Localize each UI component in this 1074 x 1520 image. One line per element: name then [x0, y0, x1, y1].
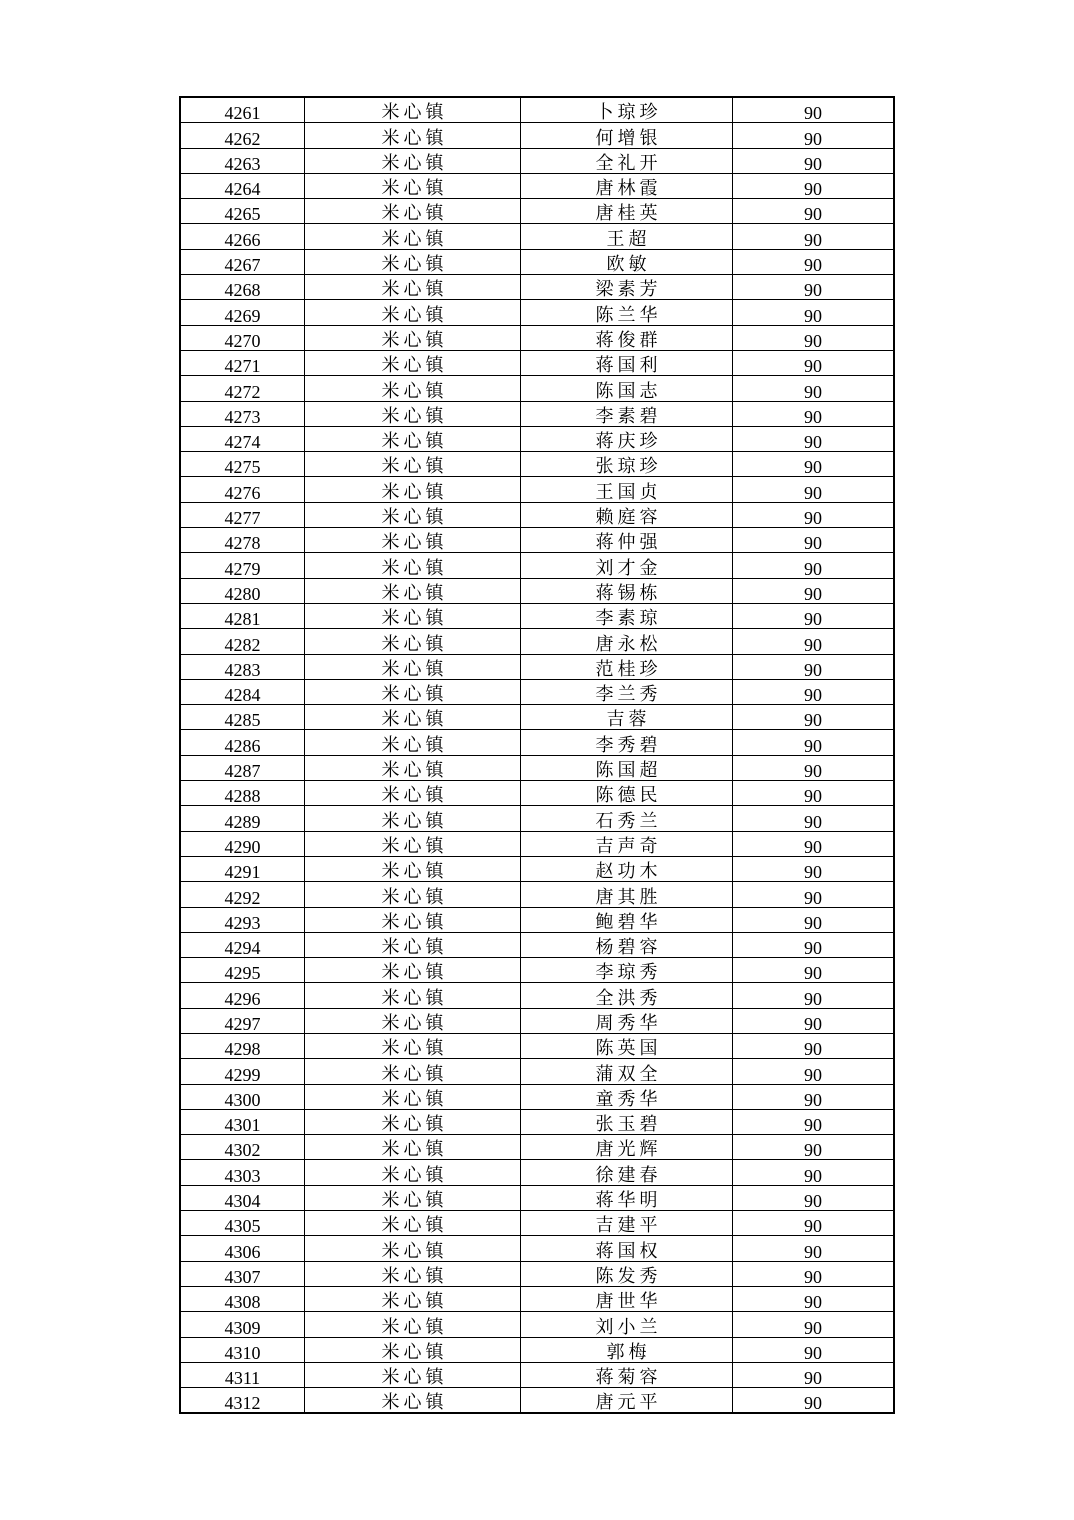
row-number-cell: 4294 [181, 932, 305, 957]
town-cell: 米心镇 [305, 1059, 521, 1084]
amount-cell: 90 [733, 1135, 894, 1160]
person-name-cell: 欧敏 [521, 249, 733, 274]
table-row [181, 426, 894, 451]
table-row [181, 350, 894, 375]
amount-cell: 90 [733, 249, 894, 274]
row-number-cell: 4290 [181, 831, 305, 856]
table-row [181, 679, 894, 704]
town-cell: 米心镇 [305, 1160, 521, 1185]
amount-cell: 90 [733, 907, 894, 932]
row-number-cell: 4270 [181, 325, 305, 350]
town-cell: 米心镇 [305, 1236, 521, 1261]
table-row [181, 173, 894, 198]
amount-cell: 90 [733, 705, 894, 730]
roster-table-body [181, 98, 894, 1413]
row-number-cell: 4304 [181, 1185, 305, 1210]
person-name-cell: 唐元平 [521, 1388, 733, 1413]
person-name-cell: 赖庭容 [521, 502, 733, 527]
town-cell: 米心镇 [305, 1135, 521, 1160]
amount-cell: 90 [733, 654, 894, 679]
row-number-cell: 4278 [181, 528, 305, 553]
amount-cell: 90 [733, 1286, 894, 1311]
town-cell: 米心镇 [305, 1185, 521, 1210]
town-cell: 米心镇 [305, 679, 521, 704]
town-cell: 米心镇 [305, 1388, 521, 1413]
amount-cell: 90 [733, 1362, 894, 1387]
table-row [181, 907, 894, 932]
amount-cell: 90 [733, 224, 894, 249]
row-number-cell: 4263 [181, 148, 305, 173]
row-number-cell: 4299 [181, 1059, 305, 1084]
row-number-cell: 4280 [181, 578, 305, 603]
person-name-cell: 童秀华 [521, 1084, 733, 1109]
amount-cell: 90 [733, 1337, 894, 1362]
row-number-cell: 4286 [181, 730, 305, 755]
person-name-cell: 李秀碧 [521, 730, 733, 755]
row-number-cell: 4262 [181, 123, 305, 148]
person-name-cell: 蒋菊容 [521, 1362, 733, 1387]
table-row [181, 629, 894, 654]
town-cell: 米心镇 [305, 831, 521, 856]
town-cell: 米心镇 [305, 1008, 521, 1033]
amount-cell: 90 [733, 1109, 894, 1134]
person-name-cell: 梁素芳 [521, 275, 733, 300]
row-number-cell: 4288 [181, 781, 305, 806]
table-row [181, 1033, 894, 1058]
table-row [181, 831, 894, 856]
table-row [181, 1135, 894, 1160]
person-name-cell: 张玉碧 [521, 1109, 733, 1134]
table-row [181, 123, 894, 148]
town-cell: 米心镇 [305, 553, 521, 578]
town-cell: 米心镇 [305, 983, 521, 1008]
person-name-cell: 唐其胜 [521, 882, 733, 907]
person-name-cell: 陈发秀 [521, 1261, 733, 1286]
amount-cell: 90 [733, 528, 894, 553]
amount-cell: 90 [733, 1261, 894, 1286]
person-name-cell: 蒋国利 [521, 350, 733, 375]
table-row [181, 730, 894, 755]
table-row [181, 528, 894, 553]
town-cell: 米心镇 [305, 350, 521, 375]
town-cell: 米心镇 [305, 426, 521, 451]
person-name-cell: 唐光辉 [521, 1135, 733, 1160]
amount-cell: 90 [733, 1084, 894, 1109]
row-number-cell: 4279 [181, 553, 305, 578]
town-cell: 米心镇 [305, 755, 521, 780]
amount-cell: 90 [733, 856, 894, 881]
row-number-cell: 4266 [181, 224, 305, 249]
table-row [181, 932, 894, 957]
town-cell: 米心镇 [305, 603, 521, 628]
town-cell: 米心镇 [305, 1033, 521, 1058]
amount-cell: 90 [733, 123, 894, 148]
town-cell: 米心镇 [305, 1312, 521, 1337]
table-row [181, 1008, 894, 1033]
amount-cell: 90 [733, 275, 894, 300]
amount-cell: 90 [733, 1008, 894, 1033]
town-cell: 米心镇 [305, 730, 521, 755]
row-number-cell: 4289 [181, 806, 305, 831]
town-cell: 米心镇 [305, 1211, 521, 1236]
amount-cell: 90 [733, 300, 894, 325]
table-row [181, 958, 894, 983]
amount-cell: 90 [733, 148, 894, 173]
table-row [181, 856, 894, 881]
amount-cell: 90 [733, 679, 894, 704]
amount-cell: 90 [733, 1312, 894, 1337]
person-name-cell: 全洪秀 [521, 983, 733, 1008]
row-number-cell: 4284 [181, 679, 305, 704]
town-cell: 米心镇 [305, 781, 521, 806]
town-cell: 米心镇 [305, 477, 521, 502]
row-number-cell: 4307 [181, 1261, 305, 1286]
table-row [181, 452, 894, 477]
person-name-cell: 郭梅 [521, 1337, 733, 1362]
town-cell: 米心镇 [305, 148, 521, 173]
table-row [181, 249, 894, 274]
table-row [181, 199, 894, 224]
row-number-cell: 4312 [181, 1388, 305, 1413]
amount-cell: 90 [733, 1211, 894, 1236]
person-name-cell: 吉声奇 [521, 831, 733, 856]
row-number-cell: 4302 [181, 1135, 305, 1160]
amount-cell: 90 [733, 831, 894, 856]
table-row [181, 983, 894, 1008]
town-cell: 米心镇 [305, 1084, 521, 1109]
row-number-cell: 4303 [181, 1160, 305, 1185]
town-cell: 米心镇 [305, 1109, 521, 1134]
person-name-cell: 李兰秀 [521, 679, 733, 704]
town-cell: 米心镇 [305, 1362, 521, 1387]
row-number-cell: 4292 [181, 882, 305, 907]
amount-cell: 90 [733, 958, 894, 983]
row-number-cell: 4269 [181, 300, 305, 325]
town-cell: 米心镇 [305, 932, 521, 957]
town-cell: 米心镇 [305, 856, 521, 881]
row-number-cell: 4277 [181, 502, 305, 527]
person-name-cell: 李琼秀 [521, 958, 733, 983]
town-cell: 米心镇 [305, 123, 521, 148]
person-name-cell: 陈英国 [521, 1033, 733, 1058]
person-name-cell: 周秀华 [521, 1008, 733, 1033]
town-cell: 米心镇 [305, 907, 521, 932]
row-number-cell: 4273 [181, 401, 305, 426]
amount-cell: 90 [733, 401, 894, 426]
row-number-cell: 4261 [181, 98, 305, 123]
row-number-cell: 4310 [181, 1337, 305, 1362]
row-number-cell: 4265 [181, 199, 305, 224]
table-row [181, 148, 894, 173]
person-name-cell: 赵功木 [521, 856, 733, 881]
table-row [181, 98, 894, 123]
town-cell: 米心镇 [305, 98, 521, 123]
person-name-cell: 蒲双全 [521, 1059, 733, 1084]
town-cell: 米心镇 [305, 401, 521, 426]
row-number-cell: 4297 [181, 1008, 305, 1033]
amount-cell: 90 [733, 350, 894, 375]
amount-cell: 90 [733, 781, 894, 806]
table-row [181, 1211, 894, 1236]
row-number-cell: 4281 [181, 603, 305, 628]
roster-table [180, 97, 894, 1413]
person-name-cell: 唐世华 [521, 1286, 733, 1311]
person-name-cell: 杨碧容 [521, 932, 733, 957]
person-name-cell: 陈国超 [521, 755, 733, 780]
table-row [181, 654, 894, 679]
table-row [181, 1185, 894, 1210]
row-number-cell: 4306 [181, 1236, 305, 1261]
table-row [181, 1236, 894, 1261]
row-number-cell: 4298 [181, 1033, 305, 1058]
town-cell: 米心镇 [305, 629, 521, 654]
person-name-cell: 何增银 [521, 123, 733, 148]
town-cell: 米心镇 [305, 300, 521, 325]
row-number-cell: 4282 [181, 629, 305, 654]
row-number-cell: 4305 [181, 1211, 305, 1236]
row-number-cell: 4308 [181, 1286, 305, 1311]
amount-cell: 90 [733, 325, 894, 350]
row-number-cell: 4293 [181, 907, 305, 932]
amount-cell: 90 [733, 98, 894, 123]
person-name-cell: 蒋仲强 [521, 528, 733, 553]
amount-cell: 90 [733, 426, 894, 451]
town-cell: 米心镇 [305, 958, 521, 983]
table-row [181, 477, 894, 502]
person-name-cell: 蒋俊群 [521, 325, 733, 350]
person-name-cell: 范桂珍 [521, 654, 733, 679]
table-row [181, 1059, 894, 1084]
person-name-cell: 王国贞 [521, 477, 733, 502]
town-cell: 米心镇 [305, 1337, 521, 1362]
town-cell: 米心镇 [305, 705, 521, 730]
table-row [181, 806, 894, 831]
row-number-cell: 4267 [181, 249, 305, 274]
person-name-cell: 刘小兰 [521, 1312, 733, 1337]
row-number-cell: 4285 [181, 705, 305, 730]
table-row [181, 1261, 894, 1286]
row-number-cell: 4291 [181, 856, 305, 881]
table-row [181, 275, 894, 300]
row-number-cell: 4283 [181, 654, 305, 679]
table-row [181, 1362, 894, 1387]
person-name-cell: 吉建平 [521, 1211, 733, 1236]
person-name-cell: 王超 [521, 224, 733, 249]
row-number-cell: 4268 [181, 275, 305, 300]
person-name-cell: 石秀兰 [521, 806, 733, 831]
amount-cell: 90 [733, 1160, 894, 1185]
town-cell: 米心镇 [305, 199, 521, 224]
amount-cell: 90 [733, 629, 894, 654]
town-cell: 米心镇 [305, 1286, 521, 1311]
table-row [181, 781, 894, 806]
row-number-cell: 4276 [181, 477, 305, 502]
amount-cell: 90 [733, 806, 894, 831]
person-name-cell: 李素琼 [521, 603, 733, 628]
row-number-cell: 4309 [181, 1312, 305, 1337]
table-row [181, 1388, 894, 1413]
table-row [181, 224, 894, 249]
table-row [181, 553, 894, 578]
row-number-cell: 4275 [181, 452, 305, 477]
person-name-cell: 吉蓉 [521, 705, 733, 730]
town-cell: 米心镇 [305, 325, 521, 350]
person-name-cell: 唐林霞 [521, 173, 733, 198]
town-cell: 米心镇 [305, 173, 521, 198]
amount-cell: 90 [733, 882, 894, 907]
person-name-cell: 刘才金 [521, 553, 733, 578]
person-name-cell: 李素碧 [521, 401, 733, 426]
row-number-cell: 4271 [181, 350, 305, 375]
table-row [181, 1109, 894, 1134]
person-name-cell: 徐建春 [521, 1160, 733, 1185]
amount-cell: 90 [733, 502, 894, 527]
table-row [181, 300, 894, 325]
amount-cell: 90 [733, 932, 894, 957]
table-row [181, 1286, 894, 1311]
person-name-cell: 唐永松 [521, 629, 733, 654]
town-cell: 米心镇 [305, 224, 521, 249]
table-row [181, 578, 894, 603]
amount-cell: 90 [733, 755, 894, 780]
town-cell: 米心镇 [305, 806, 521, 831]
table-row [181, 502, 894, 527]
table-row [181, 882, 894, 907]
table-row [181, 401, 894, 426]
amount-cell: 90 [733, 983, 894, 1008]
person-name-cell: 张琼珍 [521, 452, 733, 477]
amount-cell: 90 [733, 477, 894, 502]
town-cell: 米心镇 [305, 578, 521, 603]
town-cell: 米心镇 [305, 452, 521, 477]
table-row [181, 1084, 894, 1109]
amount-cell: 90 [733, 452, 894, 477]
person-name-cell: 蒋国权 [521, 1236, 733, 1261]
amount-cell: 90 [733, 173, 894, 198]
person-name-cell: 陈德民 [521, 781, 733, 806]
amount-cell: 90 [733, 1236, 894, 1261]
amount-cell: 90 [733, 1185, 894, 1210]
amount-cell: 90 [733, 1033, 894, 1058]
table-row [181, 755, 894, 780]
person-name-cell: 陈兰华 [521, 300, 733, 325]
town-cell: 米心镇 [305, 376, 521, 401]
row-number-cell: 4311 [181, 1362, 305, 1387]
town-cell: 米心镇 [305, 654, 521, 679]
town-cell: 米心镇 [305, 882, 521, 907]
person-name-cell: 蒋华明 [521, 1185, 733, 1210]
amount-cell: 90 [733, 603, 894, 628]
town-cell: 米心镇 [305, 1261, 521, 1286]
amount-cell: 90 [733, 578, 894, 603]
person-name-cell: 蒋庆珍 [521, 426, 733, 451]
town-cell: 米心镇 [305, 528, 521, 553]
person-name-cell: 卜琼珍 [521, 98, 733, 123]
amount-cell: 90 [733, 730, 894, 755]
row-number-cell: 4264 [181, 173, 305, 198]
row-number-cell: 4301 [181, 1109, 305, 1134]
amount-cell: 90 [733, 199, 894, 224]
person-name-cell: 陈国志 [521, 376, 733, 401]
table-row [181, 705, 894, 730]
amount-cell: 90 [733, 1059, 894, 1084]
amount-cell: 90 [733, 1388, 894, 1413]
row-number-cell: 4295 [181, 958, 305, 983]
table-row [181, 603, 894, 628]
row-number-cell: 4300 [181, 1084, 305, 1109]
person-name-cell: 全礼开 [521, 148, 733, 173]
town-cell: 米心镇 [305, 249, 521, 274]
amount-cell: 90 [733, 553, 894, 578]
row-number-cell: 4274 [181, 426, 305, 451]
person-name-cell: 唐桂英 [521, 199, 733, 224]
row-number-cell: 4272 [181, 376, 305, 401]
table-row [181, 1312, 894, 1337]
row-number-cell: 4296 [181, 983, 305, 1008]
town-cell: 米心镇 [305, 502, 521, 527]
row-number-cell: 4287 [181, 755, 305, 780]
town-cell: 米心镇 [305, 275, 521, 300]
table-row [181, 376, 894, 401]
table-row [181, 1160, 894, 1185]
person-name-cell: 鲍碧华 [521, 907, 733, 932]
table-row [181, 325, 894, 350]
amount-cell: 90 [733, 376, 894, 401]
table-row [181, 1337, 894, 1362]
person-name-cell: 蒋锡栋 [521, 578, 733, 603]
